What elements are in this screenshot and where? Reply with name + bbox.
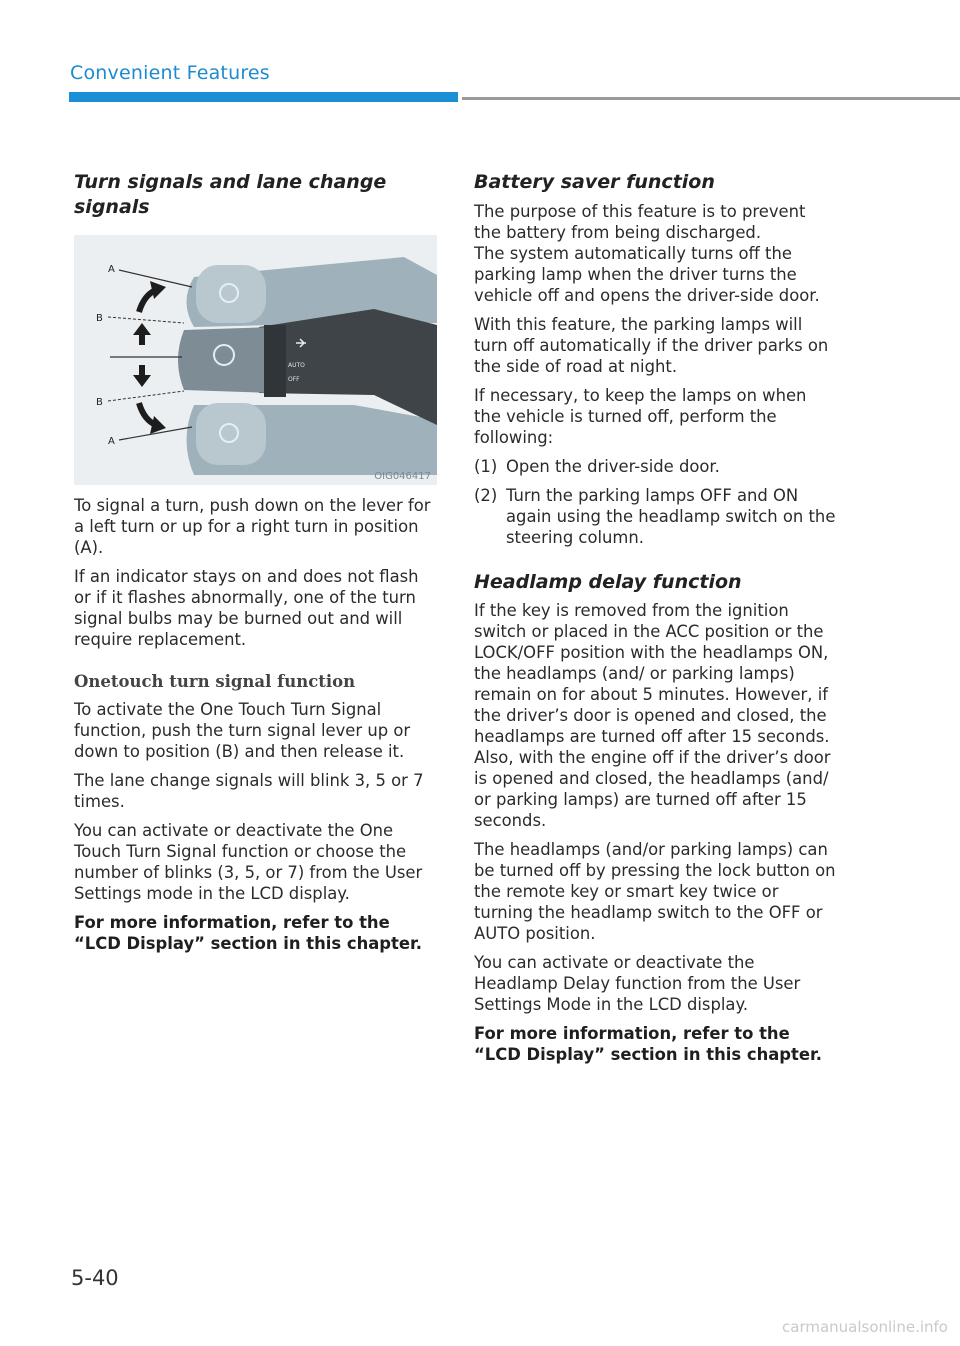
paragraph-headlamp-off: The headlamps (and/or parking lamps) can be turned off by pressing the lock button on the remote key or smart key twice or turning the headlamp switch to the OFF or AUTO position.: [474, 840, 836, 944]
watermark: carmanualsonline.info: [782, 1318, 948, 1336]
paragraph-headlamp-timing: If the key is removed from the ignition switch or placed in the ACC position or the LOCK/OFF position with the headlamps ON, the headlamps (and/ or parking lamps) remain on for about 5 minutes. However, if the driver’s door is opened and closed, the headlamps are turned off after 15 seconds. Also, with the engine off if the driver’s door is opened and closed, the headlamps (and/ or parking lamps) are turned off after 15 seconds.: [474, 601, 831, 831]
lever-lower-ghost: [187, 403, 438, 475]
lever-mark-off: OFF: [288, 376, 300, 384]
paragraph-onetouch-activate: To activate the One Touch Turn Signal function, push the turn signal lever up or down to position (B) and then release it.: [74, 700, 411, 762]
figure-label-b-bottom: B: [96, 397, 103, 409]
step-item: [474, 456, 836, 477]
arrow-up-icon: [133, 323, 151, 345]
lever-mark-auto: AUTO: [288, 362, 305, 370]
right-column: [474, 170, 836, 1073]
paragraph-headlamp-settings: You can activate or deactivate the Headlamp Delay function from the User Settings Mode in the LCD display.: [474, 953, 801, 1015]
step-number: (2): [474, 485, 498, 505]
step-item: [474, 485, 836, 548]
heading-onetouch: Onetouch turn signal function: [74, 672, 356, 692]
paragraph-indicator-fault: If an indicator stays on and does not flash or if it flashes abnormally, one of the turn signal bulbs may be burned out and will require replacement.: [74, 567, 419, 650]
page-number: 5-40: [71, 1266, 119, 1290]
arrow-up-right-head-icon: [150, 281, 166, 299]
heading-headlamp-delay: Headlamp delay function: [474, 570, 742, 593]
figure-label-b-top: B: [96, 313, 103, 325]
step-number: (1): [474, 456, 498, 476]
step-text: Turn the parking lamps OFF and ON again using the headlamp switch on the steering column.: [506, 485, 836, 547]
figure-code: OIG046417: [374, 471, 431, 483]
lever-diagram: [74, 235, 437, 485]
paragraph-battery-feature: With this feature, the parking lamps will turn off automatically if the driver parks on the side of road at night.: [474, 314, 829, 376]
turn-signal-lever-illustration: [74, 235, 437, 485]
figure-label-a-top: A: [108, 264, 115, 276]
note-lcd-display: For more information, refer to the “LCD Display” section in this chapter.: [74, 913, 422, 954]
figure-label-a-bottom: A: [108, 436, 115, 448]
paragraph-blink-count: The lane change signals will blink 3, 5 or 7 times.: [74, 771, 424, 812]
paragraph-battery-purpose: The purpose of this feature is to prevent the battery from being discharged.: [474, 201, 806, 242]
paragraph-signal-turn: To signal a turn, push down on the lever for a left turn or up for a right turn in position (A).: [74, 496, 431, 558]
heading-turn-signals: Turn signals and lane change signals: [74, 171, 387, 218]
left-column: [74, 170, 440, 962]
paragraph-battery-system: The system automatically turns off the parking lamp when the driver turns the vehicle off and opens the driver-side door.: [474, 243, 820, 305]
heading-battery-saver: Battery saver function: [474, 171, 715, 193]
header-rule-accent: [69, 92, 458, 102]
section-title: Convenient Features: [70, 62, 270, 84]
header-rule: [462, 97, 960, 100]
note-lcd-display: For more information, refer to the “LCD Display” section in this chapter.: [474, 1024, 822, 1065]
arrow-down-icon: [133, 365, 151, 387]
paragraph-battery-keep-on: If necessary, to keep the lamps on when the vehicle is turned off, perform the following:: [474, 385, 807, 447]
paragraph-user-settings: You can activate or deactivate the One Touch Turn Signal function or choose the number of blinks (3, 5, or 7) from the User Settings mode in the LCD display.: [74, 821, 423, 904]
arrow-down-right-head-icon: [150, 416, 166, 434]
step-text: Open the driver-side door.: [506, 456, 720, 476]
